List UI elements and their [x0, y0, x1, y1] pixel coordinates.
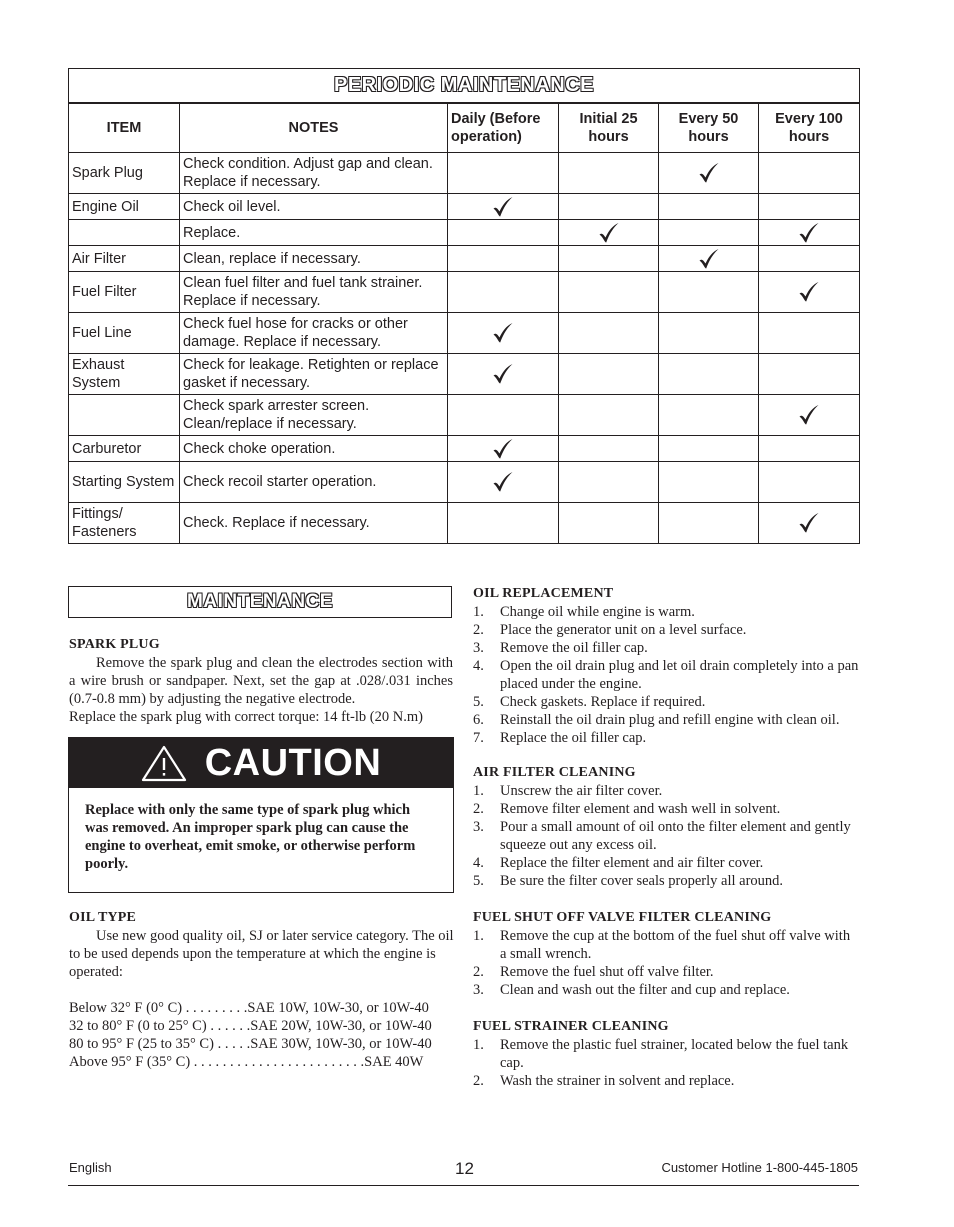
list-item — [473, 872, 859, 890]
item-cell — [69, 395, 180, 436]
caution-label: CAUTION — [204, 741, 382, 784]
fuel-strainer-heading: FUEL STRAINER CLEANING — [473, 1019, 669, 1034]
checkmark-icon — [492, 438, 514, 460]
caution-text: Replace with only the same type of spark plug which was removed. An improper spark plug can cause the engine to overheat, emit smoke, or otherwise perform poorly. — [85, 802, 416, 872]
oil-dots: . . . . . . . . . — [182, 1000, 248, 1016]
list-item — [473, 1072, 859, 1090]
periodic-maintenance-table — [68, 68, 860, 544]
checkmark-icon — [492, 363, 514, 385]
interval-cell — [659, 436, 759, 462]
fuel-valve-steps — [473, 927, 859, 999]
list-item — [473, 639, 859, 657]
warning-triangle-icon — [141, 744, 187, 782]
item-cell: Engine Oil — [69, 194, 180, 220]
step-number: 1. — [473, 1037, 484, 1053]
interval-cell — [559, 272, 659, 313]
air-filter-steps — [473, 782, 859, 890]
column-header: Every 100 hours — [759, 103, 860, 153]
notes-cell: Clean fuel filter and fuel tank strainer. Replace if necessary. — [180, 272, 448, 313]
table-row — [69, 220, 860, 246]
oil-temp: Above 95° F (35° C) — [69, 1054, 191, 1070]
interval-cell — [559, 354, 659, 395]
interval-cell — [448, 246, 559, 272]
fuel-strainer-steps — [473, 1036, 859, 1090]
interval-cell — [759, 220, 860, 246]
notes-cell: Clean, replace if necessary. — [180, 246, 448, 272]
notes-cell: Check fuel hose for cracks or other damage. Replace if necessary. — [180, 313, 448, 354]
list-item — [473, 711, 859, 729]
interval-cell — [659, 503, 759, 544]
notes-cell: Replace. — [180, 220, 448, 246]
list-item — [473, 603, 859, 621]
checkmark-icon — [798, 512, 820, 534]
oil-oil: SAE 10W, 10W-30, or 10W-40 — [247, 1000, 429, 1016]
interval-cell — [448, 194, 559, 220]
notes-cell: Check choke operation. — [180, 436, 448, 462]
checkmark-icon — [492, 196, 514, 218]
interval-cell — [659, 246, 759, 272]
step-text: Remove the oil filler cap. — [500, 640, 648, 656]
spark-plug-body: Remove the spark plug and clean the electrodes section with a wire brush or sandpaper. Next, set the gap at .028/.031 inches (0.7-0.8 mm) by adjusting the negative electrode. — [69, 655, 453, 707]
interval-cell — [759, 194, 860, 220]
table-row — [69, 436, 860, 462]
table-row — [69, 272, 860, 313]
checkmark-icon — [598, 222, 620, 244]
interval-cell — [448, 354, 559, 395]
interval-cell — [448, 153, 559, 194]
list-item — [473, 818, 859, 854]
oil-replacement-steps — [473, 603, 859, 747]
step-text: Clean and wash out the filter and cup and replace. — [500, 982, 790, 998]
spark-plug-torque: Replace the spark plug with correct torque: 14 ft-lb (20 N.m) — [69, 709, 423, 725]
caution-box — [68, 737, 454, 893]
oil-oil: SAE 20W, 10W-30, or 10W-40 — [250, 1018, 432, 1034]
step-text: Reinstall the oil drain plug and refill engine with clean oil. — [500, 712, 840, 728]
list-item — [473, 963, 859, 981]
interval-cell — [559, 313, 659, 354]
oil-oil: SAE 40W — [364, 1054, 424, 1070]
step-text: Wash the strainer in solvent and replace. — [500, 1073, 735, 1089]
checkmark-icon — [798, 404, 820, 426]
checkmark-icon — [798, 281, 820, 303]
oil-dots: . . . . . . . . . . . . . . . . . . . . . . . . — [190, 1054, 365, 1070]
step-text: Replace the filter element and air filter cover. — [500, 855, 764, 871]
item-cell: Air Filter — [69, 246, 180, 272]
maintenance-heading: MAINTENANCE — [68, 586, 452, 618]
list-item — [473, 854, 859, 872]
interval-cell — [759, 354, 860, 395]
step-text: Open the oil drain plug and let oil drain completely into a pan placed under the engine. — [500, 658, 859, 692]
oil-temp: 80 to 95° F (25 to 35° C) — [69, 1036, 214, 1052]
oil-row — [69, 999, 454, 1017]
column-header: Daily (Before operation) — [448, 103, 559, 153]
list-item — [473, 729, 859, 747]
interval-cell — [659, 194, 759, 220]
list-item — [473, 782, 859, 800]
interval-cell — [559, 153, 659, 194]
air-filter-heading: AIR FILTER CLEANING — [473, 765, 636, 780]
checkmark-icon — [492, 322, 514, 344]
item-cell: Fuel Line — [69, 313, 180, 354]
step-text: Unscrew the air filter cover. — [500, 783, 663, 799]
list-item — [473, 927, 859, 963]
interval-cell — [659, 354, 759, 395]
step-number: 4. — [473, 658, 484, 674]
periodic-maintenance-title: PERIODIC MAINTENANCE — [69, 69, 860, 104]
step-number: 1. — [473, 604, 484, 620]
oil-temp: Below 32° F (0° C) — [69, 1000, 183, 1016]
step-text: Remove the cup at the bottom of the fuel shut off valve with a small wrench. — [500, 928, 851, 962]
column-header: Initial 25 hours — [559, 103, 659, 153]
table-row — [69, 246, 860, 272]
list-item — [473, 693, 859, 711]
step-text: Remove the fuel shut off valve filter. — [500, 964, 714, 980]
step-number: 4. — [473, 855, 484, 871]
checkmark-icon — [492, 471, 514, 493]
footer-language: English — [69, 1160, 112, 1175]
notes-cell: Check condition. Adjust gap and clean. Replace if necessary. — [180, 153, 448, 194]
interval-cell — [659, 153, 759, 194]
step-text: Remove the plastic fuel strainer, located below the fuel tank cap. — [500, 1037, 849, 1071]
interval-cell — [448, 313, 559, 354]
oil-temp: 32 to 80° F (0 to 25° C) — [69, 1018, 207, 1034]
notes-cell: Check oil level. — [180, 194, 448, 220]
interval-cell — [659, 462, 759, 503]
interval-cell — [448, 272, 559, 313]
interval-cell — [448, 462, 559, 503]
step-number: 1. — [473, 783, 484, 799]
step-text: Place the generator unit on a level surface. — [500, 622, 747, 638]
oil-row — [69, 1035, 454, 1053]
step-number: 2. — [473, 1073, 484, 1089]
step-text: Change oil while engine is warm. — [500, 604, 695, 620]
step-number: 7. — [473, 730, 484, 746]
oil-temperature-list — [69, 999, 454, 1071]
spark-plug-section — [69, 636, 453, 726]
spark-plug-heading: SPARK PLUG — [69, 637, 160, 652]
caution-banner — [69, 738, 453, 788]
interval-cell — [559, 462, 659, 503]
step-number: 2. — [473, 964, 484, 980]
step-number: 6. — [473, 712, 484, 728]
oil-row — [69, 1017, 454, 1035]
interval-cell — [559, 220, 659, 246]
interval-cell — [759, 503, 860, 544]
column-header: NOTES — [180, 103, 448, 153]
interval-cell — [559, 194, 659, 220]
item-cell: Spark Plug — [69, 153, 180, 194]
interval-cell — [759, 153, 860, 194]
step-number: 2. — [473, 801, 484, 817]
step-number: 5. — [473, 694, 484, 710]
interval-cell — [448, 503, 559, 544]
interval-cell — [659, 313, 759, 354]
interval-cell — [759, 272, 860, 313]
item-cell — [69, 220, 180, 246]
interval-cell — [559, 503, 659, 544]
step-number: 2. — [473, 622, 484, 638]
interval-cell — [659, 272, 759, 313]
checkmark-icon — [798, 222, 820, 244]
oil-replacement-heading: OIL REPLACEMENT — [473, 586, 614, 601]
list-item — [473, 800, 859, 818]
notes-cell: Check recoil starter operation. — [180, 462, 448, 503]
interval-cell — [759, 436, 860, 462]
item-cell: Carburetor — [69, 436, 180, 462]
item-cell: Fittings/ Fasteners — [69, 503, 180, 544]
interval-cell — [659, 220, 759, 246]
interval-cell — [759, 462, 860, 503]
step-text: Be sure the filter cover seals properly all around. — [500, 873, 784, 889]
step-text: Pour a small amount of oil onto the filter element and gently squeeze out any excess oil. — [500, 819, 851, 853]
list-item — [473, 981, 859, 999]
step-number: 3. — [473, 819, 484, 835]
step-number: 1. — [473, 928, 484, 944]
oil-dots: . . . . . — [213, 1036, 251, 1052]
item-cell: Exhaust System — [69, 354, 180, 395]
interval-cell — [559, 395, 659, 436]
step-text: Remove filter element and wash well in solvent. — [500, 801, 781, 817]
oil-type-section — [69, 909, 454, 1071]
column-header: Every 50 hours — [659, 103, 759, 153]
checkmark-icon — [698, 248, 720, 270]
table-body — [69, 153, 860, 544]
interval-cell — [759, 395, 860, 436]
item-cell: Fuel Filter — [69, 272, 180, 313]
fuel-valve-heading: FUEL SHUT OFF VALVE FILTER CLEANING — [473, 910, 772, 925]
interval-cell — [448, 395, 559, 436]
checkmark-icon — [698, 162, 720, 184]
table-row — [69, 462, 860, 503]
step-number: 3. — [473, 982, 484, 998]
interval-cell — [759, 313, 860, 354]
notes-cell: Check spark arrester screen. Clean/replace if necessary. — [180, 395, 448, 436]
table-row — [69, 503, 860, 544]
footer-rule — [68, 1185, 859, 1186]
notes-cell: Check for leakage. Retighten or replace gasket if necessary. — [180, 354, 448, 395]
interval-cell — [448, 436, 559, 462]
customer-hotline: Customer Hotline 1-800-445-1805 — [661, 1160, 858, 1175]
oil-row — [69, 1053, 454, 1071]
column-header: ITEM — [69, 103, 180, 153]
table-row — [69, 395, 860, 436]
interval-cell — [559, 436, 659, 462]
page-number: 12 — [455, 1159, 474, 1178]
oil-type-body: Use new good quality oil, SJ or later service category. The oil to be used depends upon the temperature at which the engine is operated: — [69, 928, 454, 980]
table-row — [69, 153, 860, 194]
step-number: 3. — [473, 640, 484, 656]
table-header-row — [69, 103, 860, 153]
list-item — [473, 1036, 859, 1072]
oil-type-heading: OIL TYPE — [69, 910, 137, 925]
interval-cell — [448, 220, 559, 246]
list-item — [473, 621, 859, 639]
oil-dots: . . . . . . — [206, 1018, 251, 1034]
table-row — [69, 194, 860, 220]
interval-cell — [659, 395, 759, 436]
step-text: Replace the oil filler cap. — [500, 730, 647, 746]
table-row — [69, 313, 860, 354]
table-row — [69, 354, 860, 395]
step-text: Check gaskets. Replace if required. — [500, 694, 706, 710]
interval-cell — [759, 246, 860, 272]
right-column — [473, 585, 859, 1090]
list-item — [473, 657, 859, 693]
oil-oil: SAE 30W, 10W-30, or 10W-40 — [250, 1036, 432, 1052]
interval-cell — [559, 246, 659, 272]
item-cell: Starting System — [69, 462, 180, 503]
notes-cell: Check. Replace if necessary. — [180, 503, 448, 544]
step-number: 5. — [473, 873, 484, 889]
